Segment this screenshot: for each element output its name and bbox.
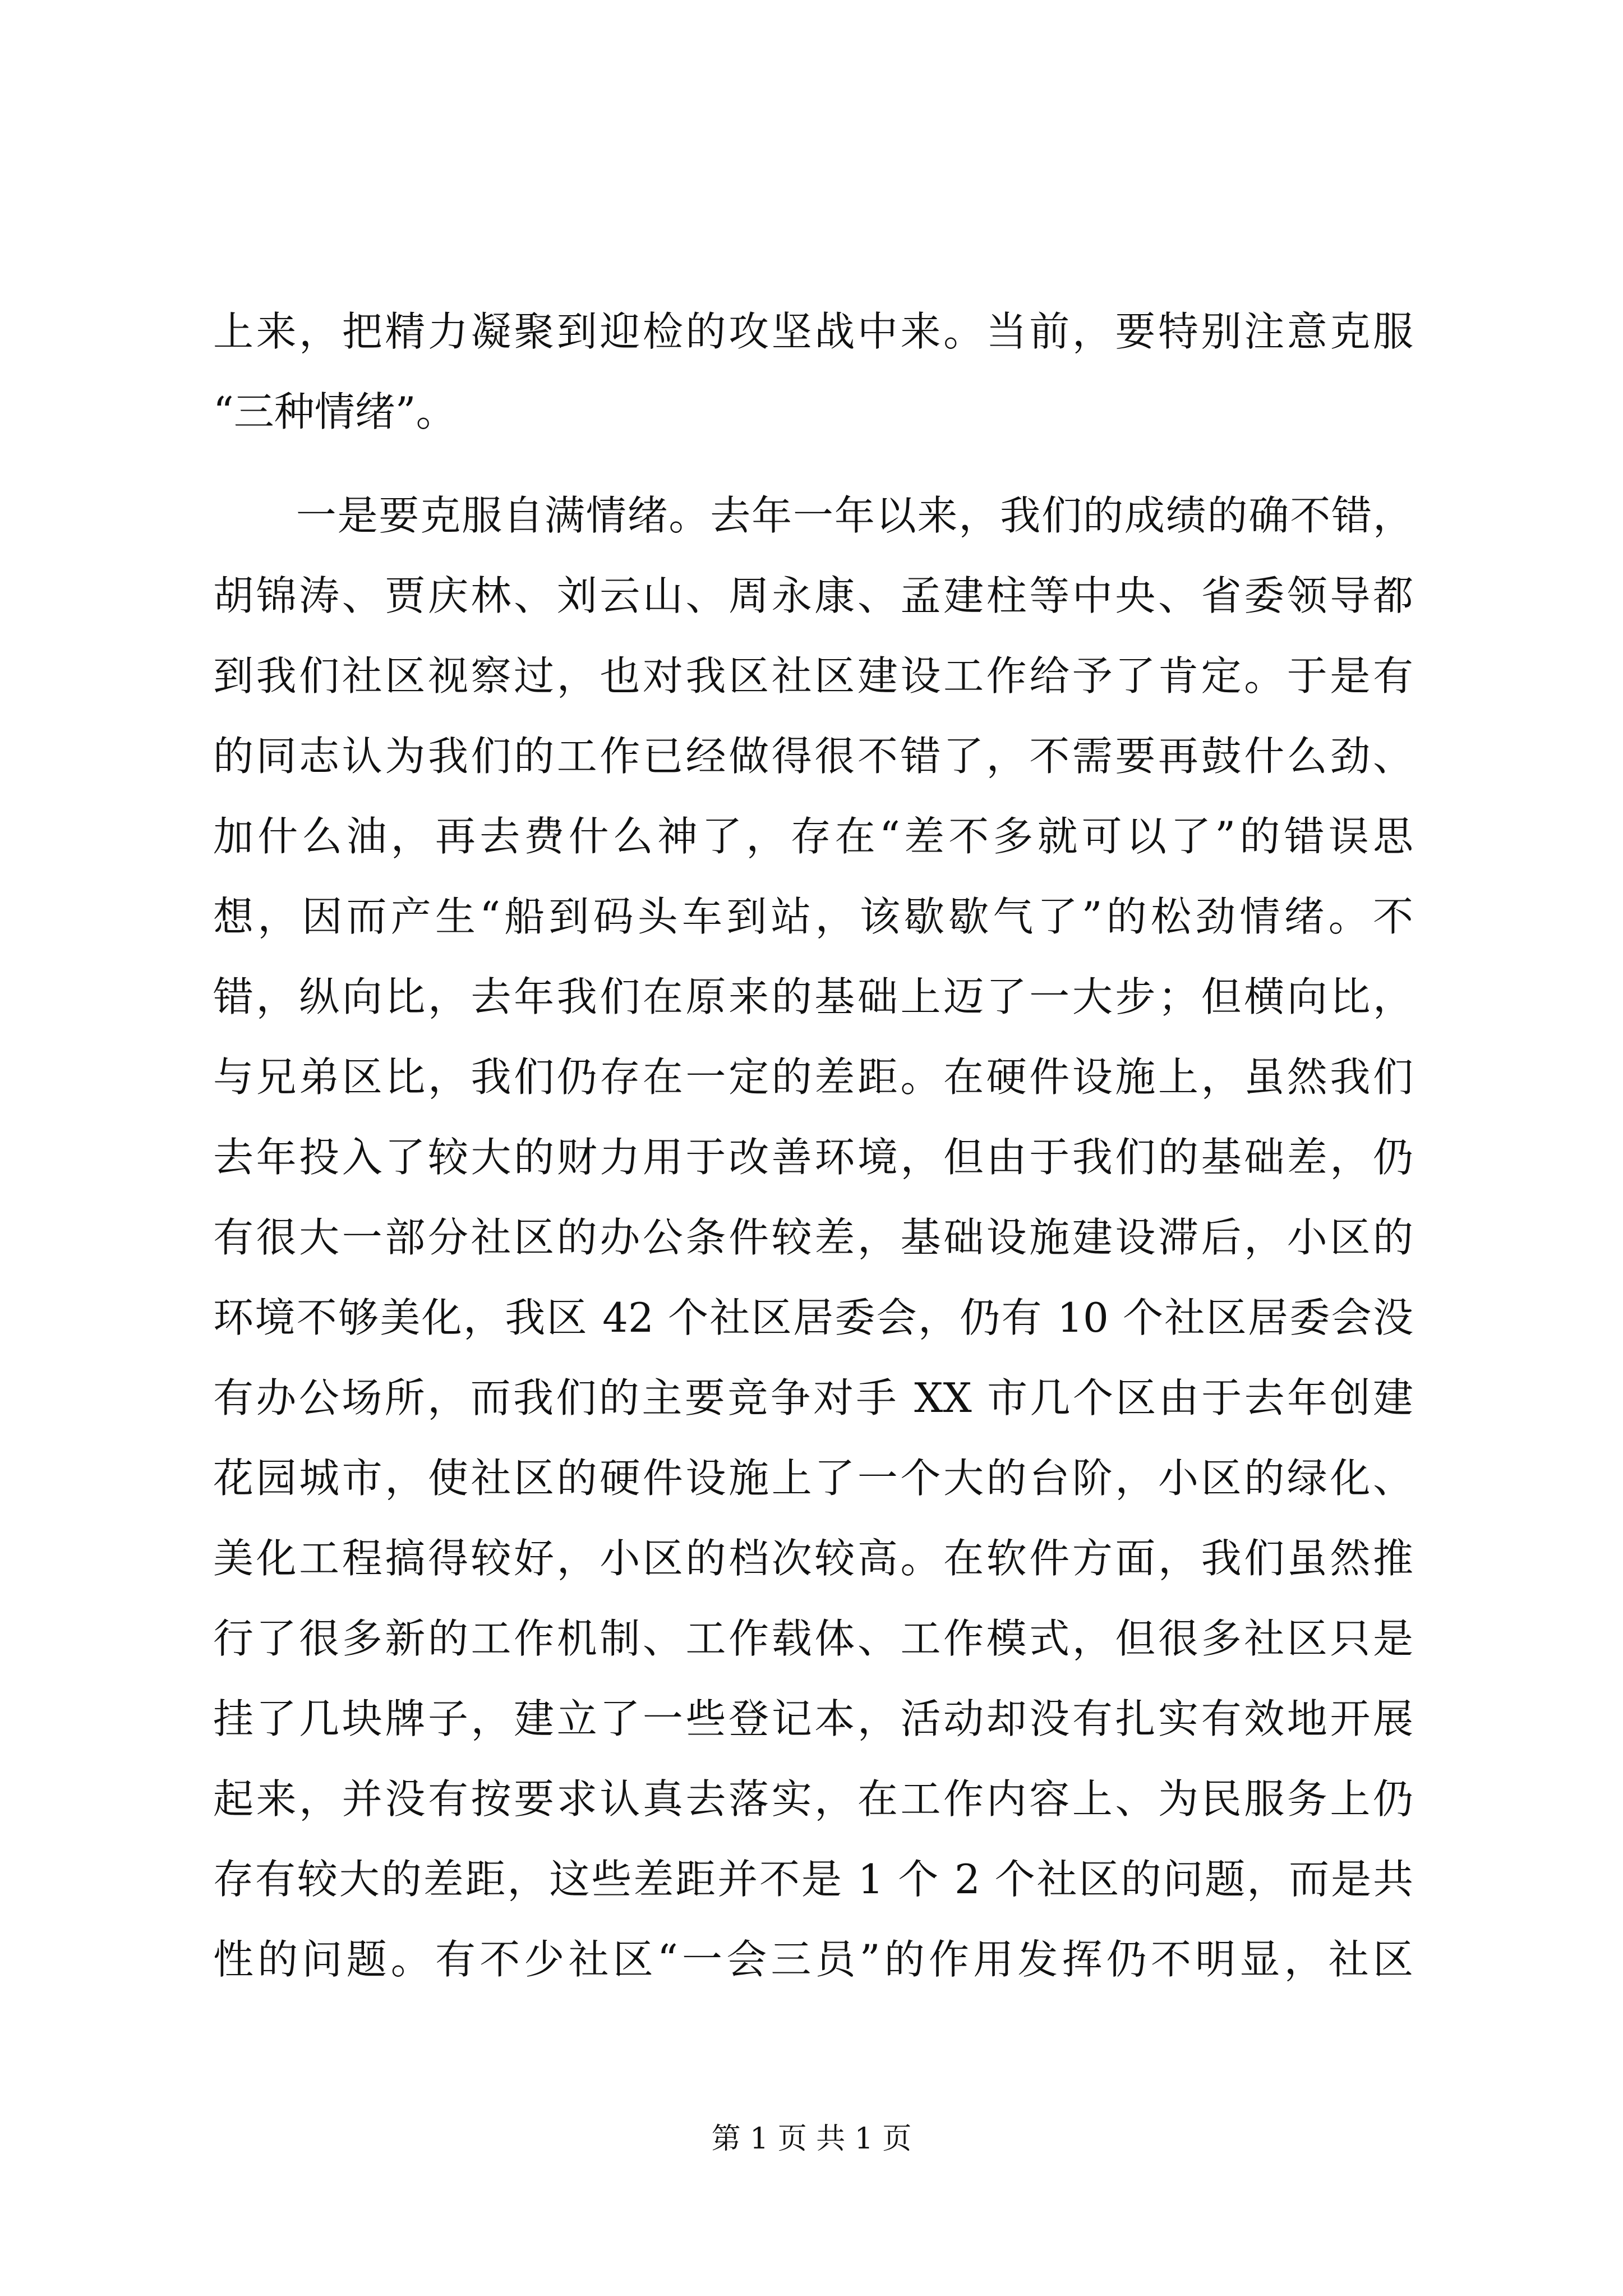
text-line: “三种情绪”。 <box>213 388 457 435</box>
page-footer: 第 1 页 共 1 页 <box>711 2122 912 2156</box>
text-line: 起来，并没有按要求认真去落实，在工作内容上、为民服务上仍 <box>213 1775 1413 1823</box>
body-text <box>213 292 1413 2000</box>
text-line: 上来，把精力凝聚到迎检的攻坚战中来。当前，要特别注意克服 <box>213 308 1413 355</box>
text-line: 存有较大的差距，这些差距并不是 1 个 2 个社区的问题，而是共 <box>213 1856 1413 1903</box>
text-line: 性的问题。有不少社区“一会三员”的作用发挥仍不明显，社区 <box>213 1936 1413 1983</box>
text-line: 胡锦涛、贾庆林、刘云山、周永康、孟建柱等中央、省委领导都 <box>213 572 1413 619</box>
text-line: 花园城市，使社区的硬件设施上了一个大的台阶，小区的绿化、 <box>213 1455 1413 1502</box>
text-line: 一是要克服自满情绪。去年一年以来，我们的成绩的确不错， <box>213 492 1413 539</box>
text-line: 到我们社区视察过，也对我区社区建设工作给予了肯定。于是有 <box>213 652 1413 700</box>
text-line: 美化工程搞得较好，小区的档次较高。在软件方面，我们虽然推 <box>213 1535 1413 1582</box>
text-line: 去年投入了较大的财力用于改善环境，但由于我们的基础差，仍 <box>213 1134 1413 1181</box>
text-line: 挂了几块牌子，建立了一些登记本，活动却没有扎实有效地开展 <box>213 1695 1413 1742</box>
text-line: 环境不够美化，我区 42 个社区居委会，仍有 10 个社区居委会没 <box>213 1294 1413 1341</box>
text-line: 行了很多新的工作机制、工作载体、工作模式，但很多社区只是 <box>213 1615 1413 1662</box>
text-line: 有办公场所，而我们的主要竞争对手 XX 市几个区由于去年创建 <box>213 1374 1413 1421</box>
text-line: 想，因而产生“船到码头车到站，该歇歇气了”的松劲情绪。不 <box>213 893 1413 940</box>
text-line: 有很大一部分社区的办公条件较差，基础设施建设滞后，小区的 <box>213 1214 1413 1261</box>
text-line: 加什么油，再去费什么神了，存在“差不多就可以了”的错误思 <box>213 813 1413 860</box>
text-line: 与兄弟区比，我们仍存在一定的差距。在硬件设施上，虽然我们 <box>213 1053 1413 1101</box>
text-line: 错，纵向比，去年我们在原来的基础上迈了一大步；但横向比， <box>213 973 1413 1020</box>
paragraph-gap <box>213 452 1413 476</box>
text-line: 的同志认为我们的工作已经做得很不错了，不需要再鼓什么劲、 <box>213 733 1413 780</box>
